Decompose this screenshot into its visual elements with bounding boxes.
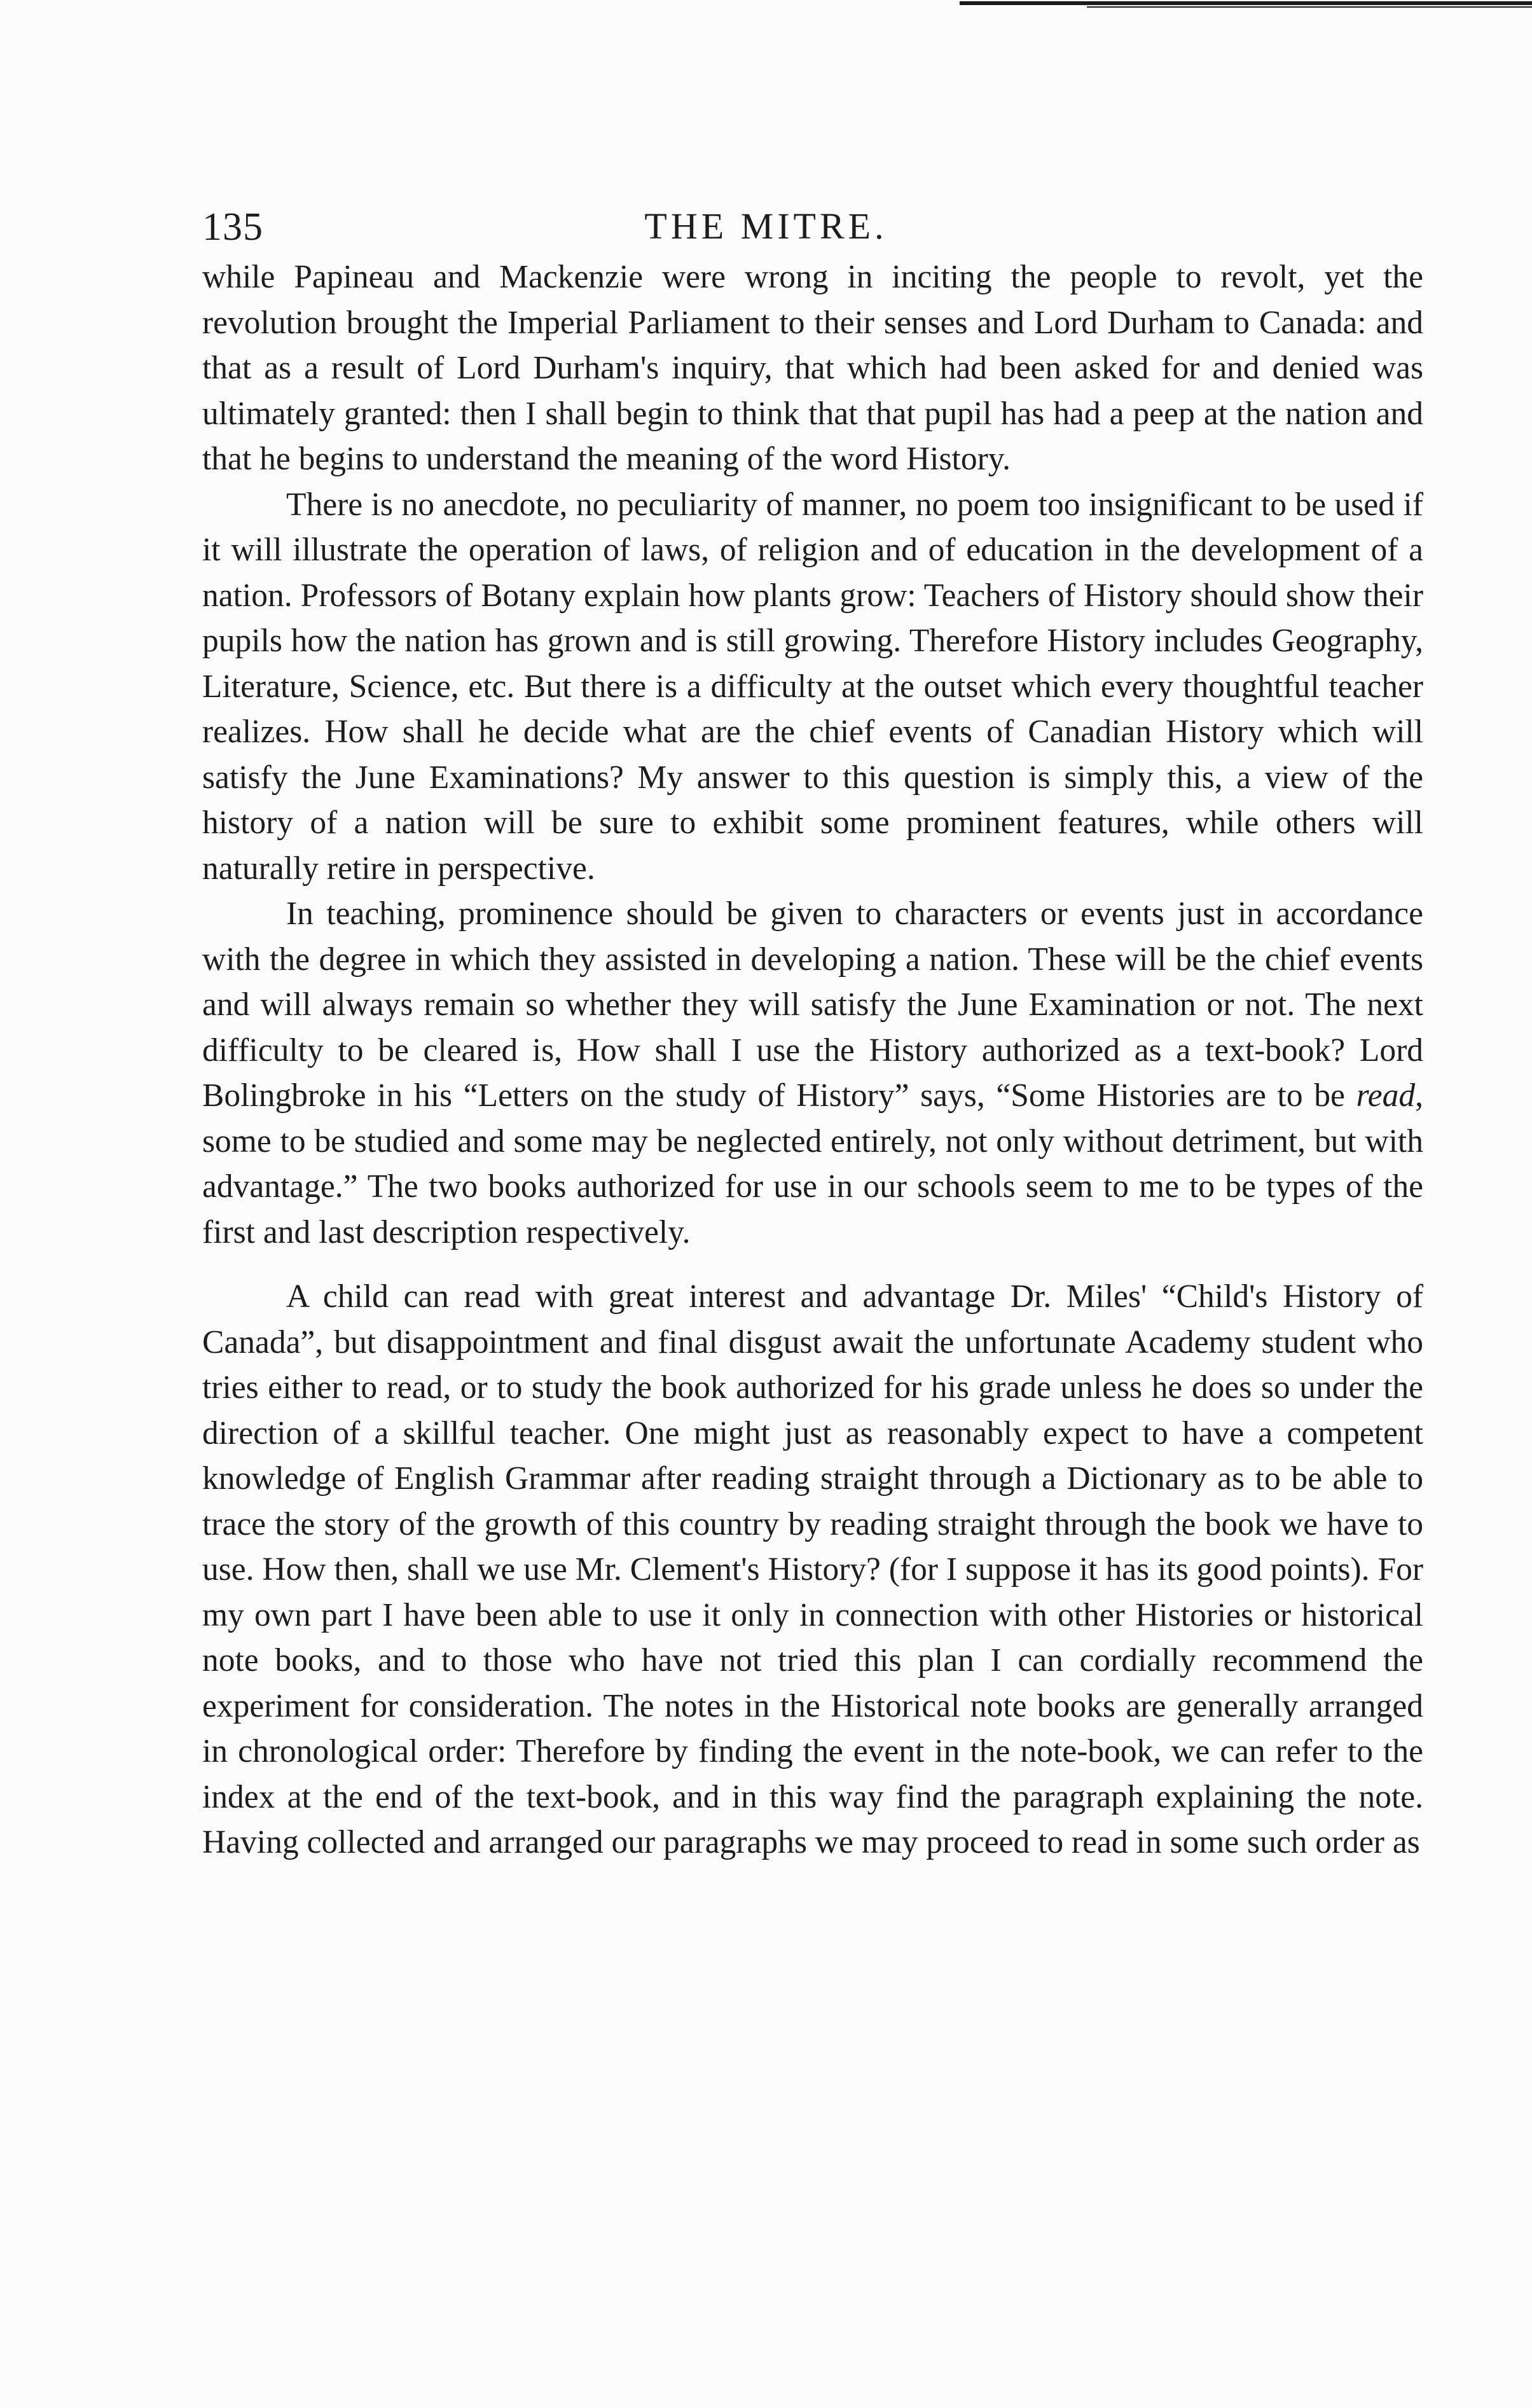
running-title: THE MITRE. xyxy=(644,205,888,247)
paragraph-text: A child can read with great interest and advantage Dr. Miles' “Child's History of Canada”, but disappointment and final disgust await the unfortunate Academy student who tries either to read, or to study the book authorized for his grade unless he does so under the direction of a skillful teacher. One might just as reasonably expect to have a competent knowledge of English Grammar after reading straight through a Dictionary as to be able to trace the story of the growth of this country by reading straight through the book we have to use. How then, shall we use Mr. Clement's History? (for I suppose it has its good points). For my own part I have been able to use it only in connection with other Histories or historical note books, and to those who have not tried this plan I can cordially recommend the experiment for consideration. The notes in the Historical note books are generally arranged in chronological order: Therefore by finding the event in the note-book, we can refer to the index at the end of the text-book, and in this way find the paragraph explaining the note. Having collected and arranged our paragraphs we may proceed to read in some such order as xyxy=(202,1278,1423,1860)
paragraph xyxy=(202,482,1423,892)
paragraph xyxy=(202,254,1423,482)
paragraph-text: , some to be studied and some may be neglected entirely, not only without detriment, but with advantage.” The two books authorized for use in our schools seem to me to be types of the first and last description respectively. xyxy=(202,1077,1423,1250)
paragraph xyxy=(202,891,1423,1255)
top-edge-rule xyxy=(960,0,1532,10)
paragraph-text: In teaching, prominence should be given to characters or events just in accordance with the degree in which they assisted in developing a nation. These will be the chief events and will always remain so whether they will satisfy the June Examination or not. The next difficulty to be cleared is, How shall I use the History authorized as a text-book? Lord Bolingbroke in his “Letters on the study of History” says, “Some Histories are to be xyxy=(202,896,1423,1114)
paragraph xyxy=(202,1274,1423,1865)
page-number: 135 xyxy=(202,205,263,249)
italic-text: read xyxy=(1356,1077,1416,1114)
article-body xyxy=(202,254,1423,1865)
page-header xyxy=(0,205,1532,262)
paragraph-text: while Papineau and Mackenzie were wrong in inciting the people to revolt, yet the revolution brought the Imperial Parliament to their senses and Lord Durham to Canada: and that as a result of Lord Durham's inquiry, that which had been asked for and denied was ultimately granted: then I shall begin to think that that pupil has had a peep at the nation and that he begins to understand the meaning of the word History. xyxy=(202,259,1423,477)
paragraph-text: There is no anecdote, no peculiarity of manner, no poem too insignificant to be used if it will illustrate the operation of laws, of religion and of education in the development of a nation. Professors of Botany explain how plants grow: Teachers of History should show their pupils how the nation has grown and is still growing. Therefore History includes Geography, Literature, Science, etc. But there is a difficulty at the outset which every thoughtful teacher realizes. How shall he decide what are the chief events of Canadian History which will satisfy the June Examinations? My answer to this question is simply this, a view of the history of a nation will be sure to exhibit some prominent features, while others will naturally retire in perspective. xyxy=(202,486,1423,887)
